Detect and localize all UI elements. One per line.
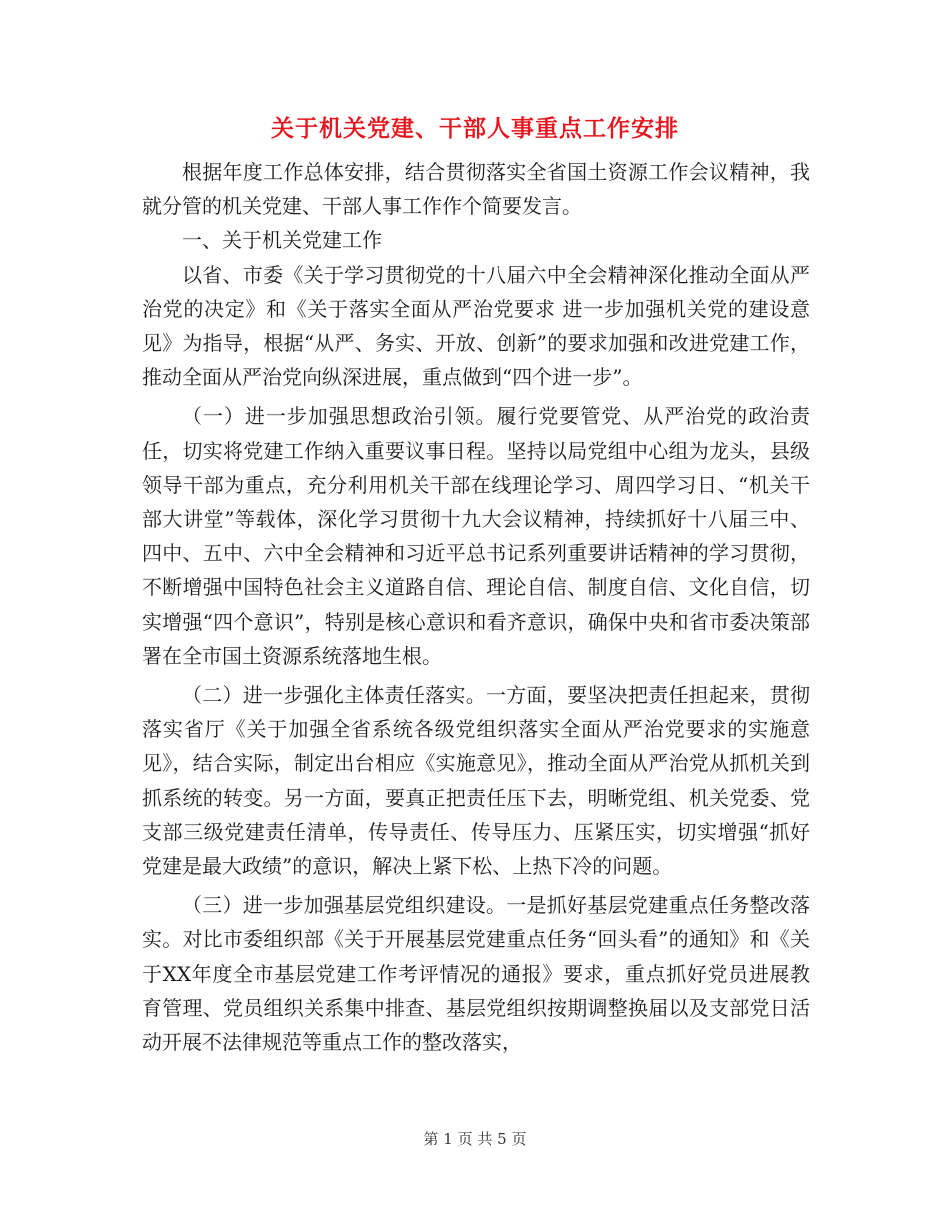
- page-footer: [0, 1128, 950, 1149]
- document-title: 关于机关党建、干部人事重点工作安排: [271, 115, 679, 142]
- section-heading-party-building: 一、关于机关党建工作: [182, 228, 382, 253]
- paragraph-guidance: 以省、市委《关于学习贯彻党的十八届六中全会精神深化推动全面从严治党的决定》和《关于落实全面从严治党要求 进一步加强机关党的建设意见》为指导，根据“从严、务实、开放、创新”的要求加强和改进党建工作，推动全面从严治党向纵深进展，重点做到“四个进一步”。: [142, 262, 810, 390]
- page-number-label: 第 1 页 共 5 页: [423, 1130, 527, 1148]
- paragraph-item-3: （三）进一步加强基层党组织建设。一是抓好基层党建重点任务整改落实。对比市委组织部《关于开展基层党建重点任务“回头看”的通知》和《关于XX年度全市基层党建工作考评情况的通报》要求，重点抓好党员进展教育管理、党员组织关系集中排查、基层党组织按期调整换届以及支部党日活动开展不法律规范等重点工作的整改落实，: [142, 893, 810, 1055]
- paragraph-item-1: （一）进一步加强思想政治引领。履行党要管党、从严治党的政治责任，切实将党建工作纳入重要议事日程。坚持以局党组中心组为龙头，县级领导干部为重点，充分利用机关干部在线理论学习、周四学习日、“机关干部大讲堂”等载体，深化学习贯彻十九大会议精神，持续抓好十八届三中、四中、五中、六中全会精神和习近平总书记系列重要讲话精神的学习贯彻，不断增强中国特色社会主义道路自信、理论自信、制度自信、文化自信，切实增强“四个意识”，特别是核心意识和看齐意识，确保中央和省市委决策部署在全市国土资源系统落地生根。: [142, 404, 810, 668]
- document-body: [142, 155, 810, 1059]
- paragraph-item-2: （二）进一步强化主体责任落实。一方面，要坚决把责任担起来，贯彻落实省厅《关于加强全省系统各级党组织落实全面从严治党要求的实施意见》，结合实际，制定出台相应《实施意见》，推动全面从严治党从抓机关到抓系统的转变。另一方面，要真正把责任压下去，明晰党组、机关党委、党支部三级党建责任清单，传导责任、传导压力、压紧压实，切实增强“抓好党建是最大政绩”的意识，解决上紧下松、上热下冷的问题。: [142, 683, 810, 879]
- paragraph-intro: 根据年度工作总体安排，结合贯彻落实全省国土资源工作会议精神，我就分管的机关党建、干部人事工作作个简要发言。: [142, 160, 810, 219]
